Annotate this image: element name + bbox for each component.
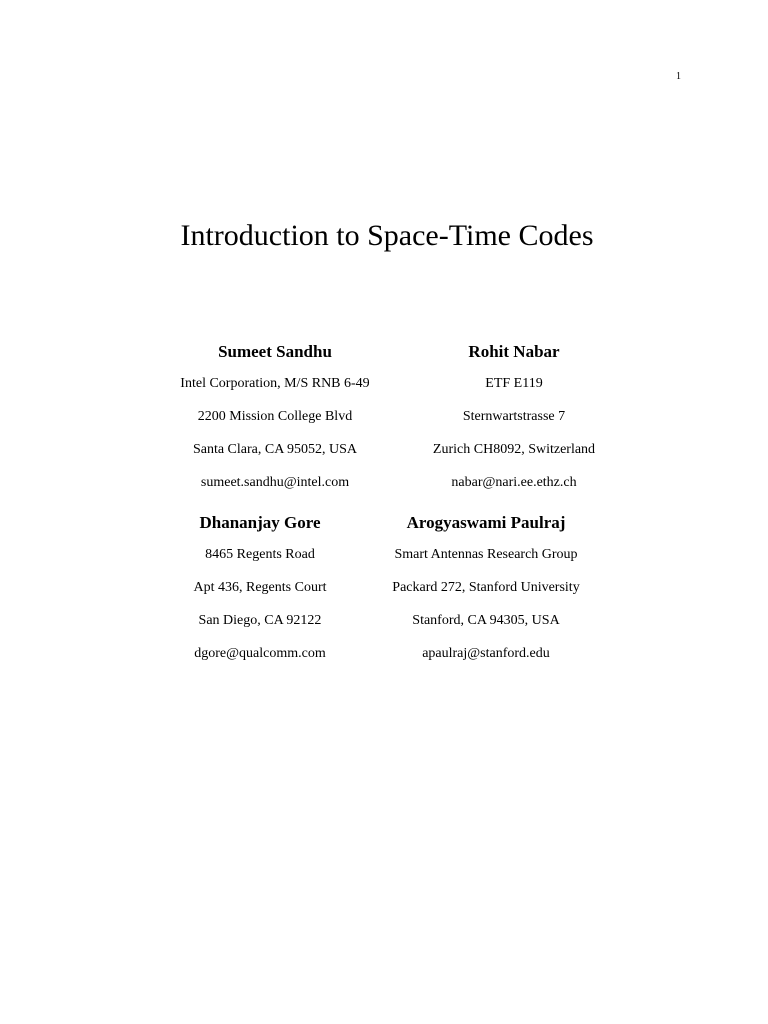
author-name: Sumeet Sandhu bbox=[218, 342, 332, 361]
author-affiliation: 8465 Regents Road bbox=[205, 547, 315, 562]
author-email: sumeet.sandhu@intel.com bbox=[200, 475, 350, 490]
author-address: Apt 436, Regents Court bbox=[193, 580, 327, 595]
author-email: dgore@qualcomm.com bbox=[194, 646, 326, 661]
author-city: Santa Clara, CA 95052, USA bbox=[192, 442, 358, 457]
author-name: Rohit Nabar bbox=[468, 342, 560, 361]
author-city: Zurich CH8092, Switzerland bbox=[432, 442, 596, 457]
author-block-sandhu bbox=[145, 342, 405, 507]
author-block-paulraj bbox=[356, 513, 616, 678]
author-name: Dhananjay Gore bbox=[199, 513, 321, 532]
author-affiliation: ETF E119 bbox=[485, 376, 543, 391]
author-email: apaulraj@stanford.edu bbox=[422, 646, 550, 661]
author-block-nabar bbox=[384, 342, 644, 507]
author-city: Stanford, CA 94305, USA bbox=[412, 613, 560, 628]
paper-title: Introduction to Space-Time Codes bbox=[180, 219, 594, 252]
author-city: San Diego, CA 92122 bbox=[198, 613, 322, 628]
author-email: nabar@nari.ee.ethz.ch bbox=[451, 475, 577, 490]
page-number: 1 bbox=[676, 71, 681, 82]
author-address: 2200 Mission College Blvd bbox=[197, 409, 353, 424]
author-affiliation: Intel Corporation, M/S RNB 6-49 bbox=[180, 376, 370, 391]
author-name: Arogyaswami Paulraj bbox=[406, 513, 566, 532]
author-address: Packard 272, Stanford University bbox=[392, 580, 580, 595]
author-block-gore bbox=[130, 513, 390, 678]
author-affiliation: Smart Antennas Research Group bbox=[394, 547, 578, 562]
author-address: Sternwartstrasse 7 bbox=[462, 409, 566, 424]
